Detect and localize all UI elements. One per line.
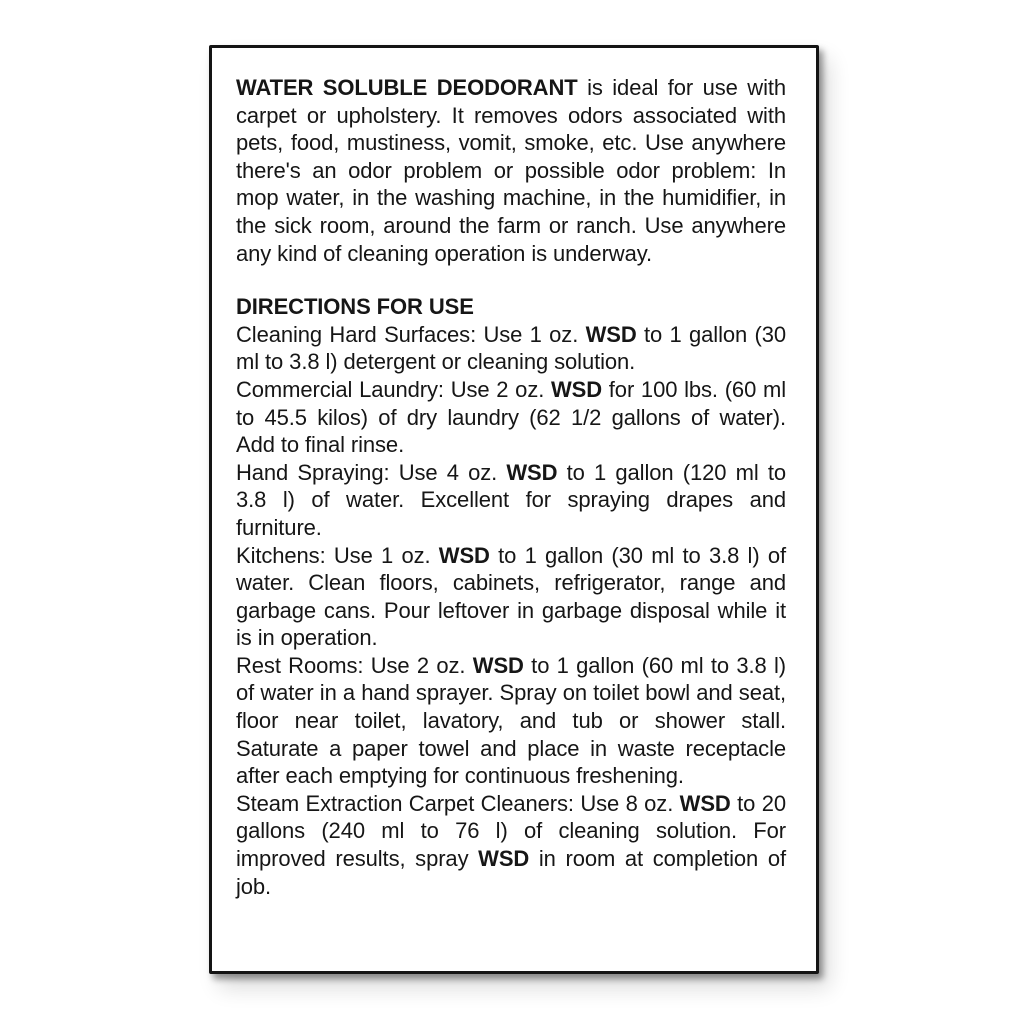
product-abbr: WSD xyxy=(679,790,731,816)
direction-text: for 100 lbs. (60 ml to 45.5 kilos) of dry laundry (62 1/2 gallons of water). Add to final rinse. xyxy=(236,376,786,458)
product-label xyxy=(209,45,819,974)
direction-text: to 20 gallons (240 ml to 76 l) of cleaning solution. For improved results, spray xyxy=(236,790,786,872)
direction-text: Rest Rooms: Use 2 oz. xyxy=(236,652,473,678)
direction-text: to 1 gallon (30 ml to 3.8 l) of water. Clean floors, cabinets, refrigerator, range and garbage cans. Pour leftover in garbage disposal while it is in operation. xyxy=(236,542,786,651)
direction-text: Cleaning Hard Surfaces: Use 1 oz. xyxy=(236,321,586,347)
direction-item-rest-rooms xyxy=(236,652,786,790)
direction-item-hand-spraying xyxy=(236,459,786,542)
direction-item-hard-surfaces xyxy=(236,321,786,376)
intro-body-text: is ideal for use with carpet or upholstery. It removes odors associated with pets, food, mustiness, vomit, smoke, etc. Use anywhere there's an odor problem or possible odor problem: In mop water, in the washing machine, in the humidifier, in the sick room, around the farm or ranch. Use anywhere any kind of cleaning operation is underway. xyxy=(236,75,787,266)
direction-item-steam-extraction xyxy=(236,790,786,900)
intro-paragraph xyxy=(236,74,786,267)
directions-heading: DIRECTIONS FOR USE xyxy=(236,294,474,320)
direction-item-kitchens xyxy=(236,542,786,652)
product-abbr: WSD xyxy=(506,459,558,485)
direction-text: to 1 gallon (120 ml to 3.8 l) of water. Excellent for spraying drapes and furniture. xyxy=(236,459,786,540)
direction-text: in room at completion of job. xyxy=(236,846,786,899)
product-abbr: WSD xyxy=(551,376,603,402)
product-name: WATER SOLUBLE DEODORANT xyxy=(236,75,578,100)
direction-text: Steam Extraction Carpet Cleaners: Use 8 oz. xyxy=(236,790,680,816)
direction-text: Kitchens: Use 1 oz. xyxy=(236,542,439,568)
direction-text: Commercial Laundry: Use 2 oz. xyxy=(236,376,551,402)
product-abbr: WSD xyxy=(585,321,637,347)
direction-text: Hand Spraying: Use 4 oz. xyxy=(236,459,507,485)
product-abbr: WSD xyxy=(472,652,524,678)
product-abbr: WSD xyxy=(438,542,490,568)
direction-text: to 1 gallon (30 ml to 3.8 l) detergent or cleaning solution. xyxy=(236,321,787,375)
direction-item-commercial-laundry xyxy=(236,376,786,459)
direction-text: to 1 gallon (60 ml to 3.8 l) of water in a hand sprayer. Spray on toilet bowl and seat, floor near toilet, lavatory, and tub or shower stall. Saturate a paper towel and place in waste receptacle after each emptying for continuous freshening. xyxy=(236,652,786,789)
product-abbr: WSD xyxy=(478,846,530,872)
